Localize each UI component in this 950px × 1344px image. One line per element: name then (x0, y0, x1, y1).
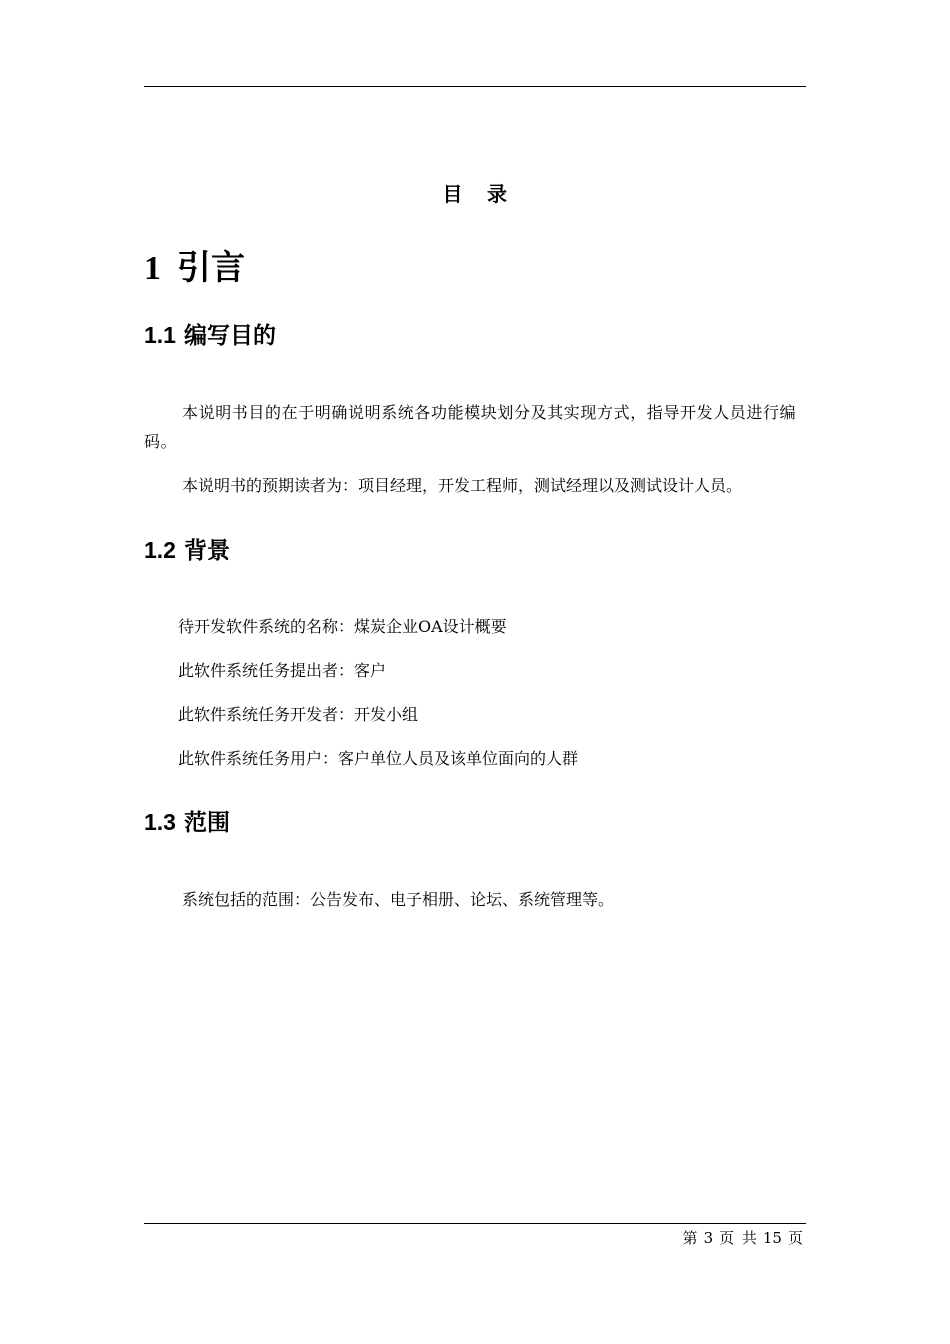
background-line-users: 此软件系统任务用户：客户单位人员及该单位面向的人群 (178, 749, 579, 768)
background-line-name: 待开发软件系统的名称：煤炭企业OA设计概要 (178, 617, 507, 636)
footer-total-pages: 15 (762, 1229, 782, 1247)
chapter-number: 1 (144, 250, 161, 287)
section-heading-1-1 (144, 317, 276, 350)
section-heading-1-3 (144, 804, 230, 837)
footer-suffix: 页 (787, 1229, 803, 1247)
section-number: 1.3 (144, 809, 176, 835)
readers-paragraph: 本说明书的预期读者为：项目经理，开发工程师，测试经理以及测试设计人员。 (182, 476, 743, 495)
section-title: 背景 (183, 538, 230, 564)
toc-title-right: 录 (487, 182, 508, 206)
section-number: 1.2 (144, 537, 176, 563)
footer-current-page: 3 (703, 1229, 714, 1247)
scope-paragraph: 系统包括的范围：公告发布、电子相册、论坛、系统管理等。 (182, 890, 615, 909)
section-title: 范围 (183, 810, 230, 836)
chapter-heading (144, 240, 245, 289)
purpose-paragraph: 本说明书目的在于明确说明系统各功能模块划分及其实现方式，指导开发人员进行编码。 (144, 403, 797, 451)
section-title: 编写目的 (183, 323, 276, 349)
header-rule (144, 86, 806, 87)
footer-mid: 页 共 (719, 1229, 757, 1247)
chapter-title: 引言 (177, 248, 245, 288)
page-footer (680, 1227, 806, 1248)
toc-title-left: 目 (442, 182, 463, 206)
section-number: 1.1 (144, 322, 176, 348)
toc-title (0, 178, 950, 207)
background-line-developer: 此软件系统任务开发者：开发小组 (178, 705, 419, 724)
background-line-proposer: 此软件系统任务提出者：客户 (178, 661, 387, 680)
footer-prefix: 第 (682, 1229, 698, 1247)
footer-rule (144, 1223, 806, 1224)
section-heading-1-2 (144, 532, 230, 565)
